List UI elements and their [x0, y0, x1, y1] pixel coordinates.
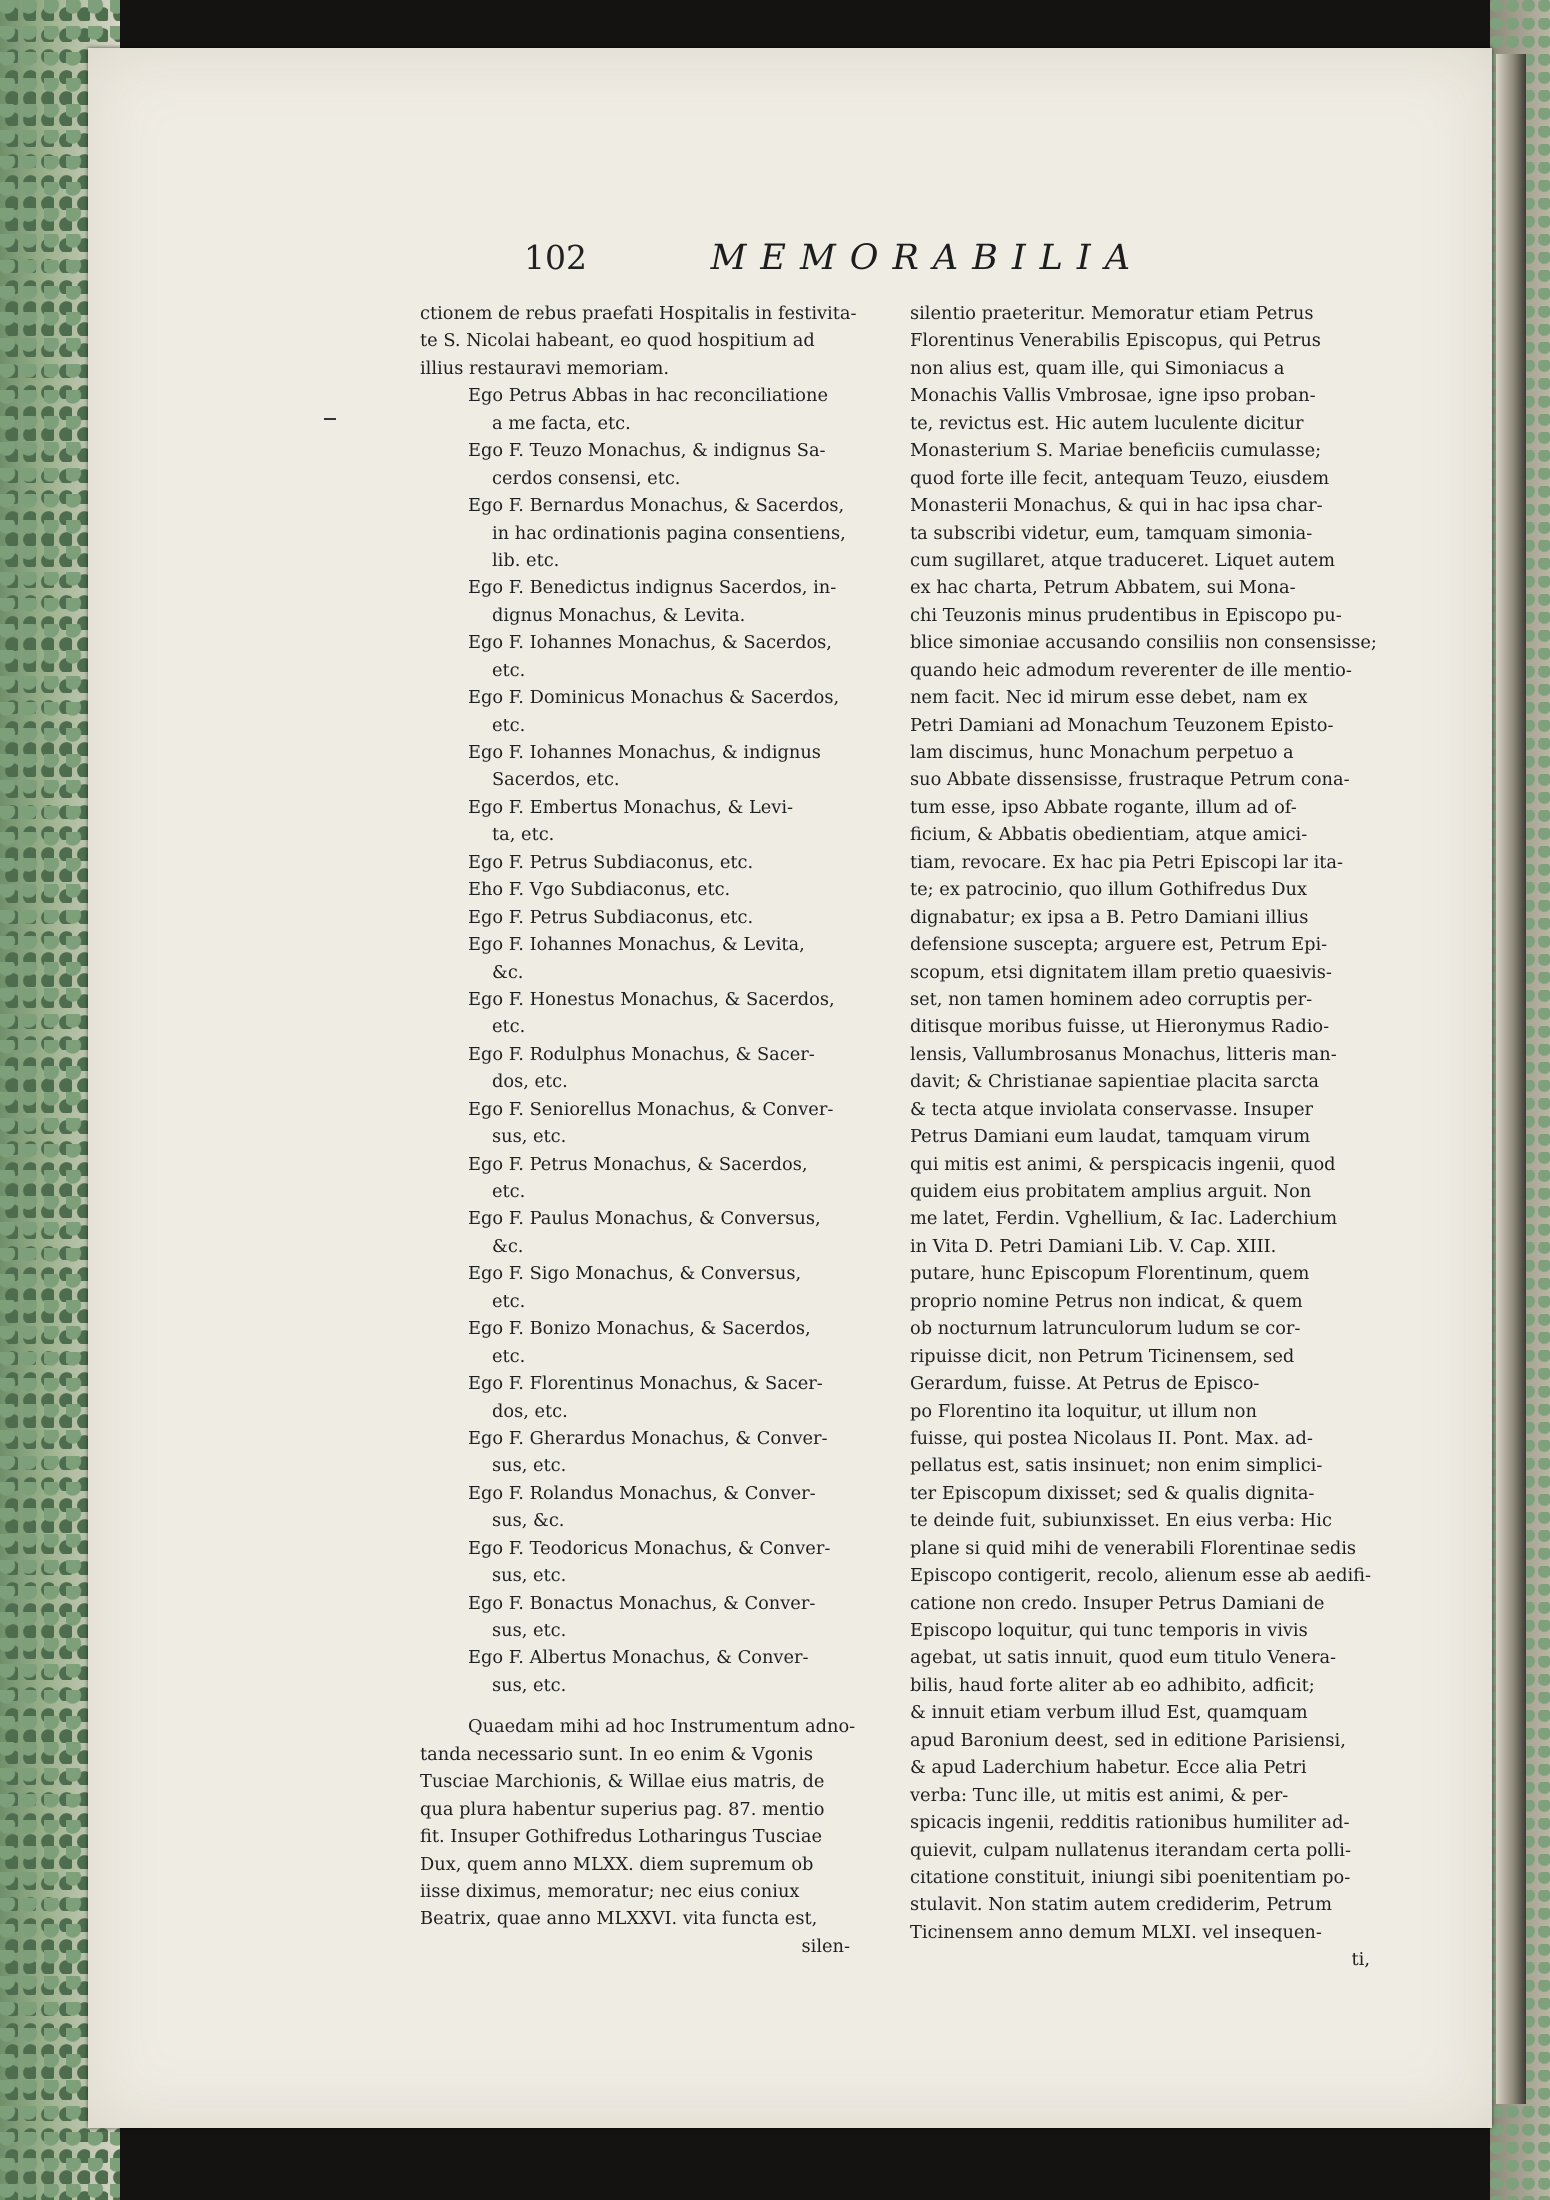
text-line: Ego F. Rolandus Monachus, & Conver- — [468, 1482, 816, 1504]
text-line: in hac ordinationis pagina consentiens, — [492, 522, 846, 544]
text-line: Ego F. Teuzo Monachus, & indignus Sa- — [468, 440, 826, 462]
text-line: bilis, haud forte aliter ab eo adhibito, adficit; — [910, 1674, 1315, 1696]
text-line: Monachis Vallis Vmbrosae, igne ipso proban- — [910, 385, 1316, 407]
text-line: Ego F. Bernardus Monachus, & Sacerdos, — [468, 495, 845, 517]
text-line: in Vita D. Petri Damiani Lib. V. Cap. XIII. — [910, 1235, 1277, 1257]
text-line: quidem eius probitatem amplius arguit. Non — [910, 1181, 1312, 1202]
text-line: sus, etc. — [492, 1126, 567, 1148]
margin-mark — [324, 418, 336, 420]
text-line: Beatrix, quae anno MLXXVI. vita functa est, — [420, 1908, 818, 1930]
left-text-column — [420, 300, 880, 1960]
text-line: plane si quid mihi de venerabili Florentinae sedis — [910, 1537, 1357, 1559]
page-header — [524, 238, 1144, 278]
text-line: ter Episcopum dixisset; sed & qualis dignita- — [910, 1482, 1315, 1504]
text-line: Ego F. Bonactus Monachus, & Conver- — [468, 1592, 816, 1614]
text-line: suo Abbate dissensisse, frustraque Petrum cona- — [910, 769, 1350, 791]
text-line: iisse diximus, memoratur; nec eius coniux — [420, 1880, 800, 1902]
running-title: MEMORABILIA — [710, 238, 1144, 278]
text-line: chi Teuzonis minus prudentibus in Episcopo pu- — [910, 604, 1342, 626]
text-line: tiam, revocare. Ex hac pia Petri Episcopi lar ita- — [910, 851, 1344, 873]
text-line: illius restauravi memoriam. — [420, 357, 670, 379]
text-line: Ego F. Iohannes Monachus, & indignus — [468, 742, 821, 763]
text-line: etc. — [492, 714, 526, 736]
text-line: ripuisse dicit, non Petrum Ticinensem, sed — [910, 1345, 1295, 1367]
page-number: 102 — [524, 238, 587, 277]
text-line: Ticinensem anno demum MLXI. vel insequen- — [910, 1921, 1322, 1943]
text-line: Tusciae Marchionis, & Willae eius matris, de — [420, 1771, 825, 1793]
text-line: lib. etc. — [492, 549, 560, 571]
text-line: etc. — [492, 1345, 526, 1367]
text-line: & tecta atque inviolata conservasse. Insuper — [910, 1098, 1313, 1120]
text-line: cum sugillaret, atque traduceret. Liquet autem — [910, 549, 1336, 571]
text-line: fuisse, qui postea Nicolaus II. Pont. Max. ad- — [910, 1427, 1313, 1449]
text-line: lam discimus, hunc Monachum perpetuo a — [910, 742, 1294, 763]
text-line: spicacis ingenii, redditis rationibus humiliter ad- — [910, 1812, 1350, 1834]
text-line: dos, etc. — [492, 1400, 568, 1422]
text-line: Quaedam mihi ad hoc Instrumentum adno- — [468, 1716, 856, 1738]
text-line: ditisque moribus fuisse, ut Hieronymus Radio- — [910, 1016, 1330, 1038]
text-line: tum esse, ipso Abbate rogante, illum ad of- — [910, 796, 1297, 818]
text-line: Ego F. Honestus Monachus, & Sacerdos, — [468, 988, 835, 1010]
text-line: &c. — [492, 1235, 524, 1257]
text-line: scopum, etsi dignitatem illam pretio quaesivis- — [910, 961, 1332, 983]
text-line: Ego F. Embertus Monachus, & Levi- — [468, 796, 794, 818]
text-line: ex hac charta, Petrum Abbatem, sui Mona- — [910, 577, 1296, 599]
text-line: me latet, Ferdin. Vghellium, & Iac. Laderchium — [910, 1208, 1338, 1230]
text-line: &c. — [492, 961, 524, 983]
text-line: verba: Tunc ille, ut mitis est animi, & per- — [910, 1784, 1289, 1806]
text-line: putare, hunc Episcopum Florentinum, quem — [910, 1263, 1310, 1285]
text-line: Ego F. Iohannes Monachus, & Levita, — [468, 934, 805, 956]
text-line: Sacerdos, etc. — [492, 769, 620, 791]
text-line: proprio nomine Petrus non indicat, & quem — [910, 1290, 1303, 1312]
catchword: silen- — [801, 1935, 850, 1957]
text-line: silentio praeteritur. Memoratur etiam Petrus — [910, 303, 1314, 324]
text-line: sus, etc. — [492, 1565, 567, 1587]
text-line: Ego F. Rodulphus Monachus, & Sacer- — [468, 1043, 815, 1065]
text-line: Eho F. Vgo Subdiaconus, etc. — [468, 879, 731, 901]
text-line: quievit, culpam nullatenus iterandam certa polli- — [910, 1839, 1351, 1861]
text-line: Episcopo loquitur, qui tunc temporis in vivis — [910, 1620, 1308, 1641]
text-line: Florentinus Venerabilis Episcopus, qui Petrus — [910, 330, 1321, 352]
text-line: set, non tamen hominem adeo corruptis per- — [910, 988, 1313, 1010]
text-line: Monasterii Monachus, & qui in hac ipsa char- — [910, 495, 1323, 517]
text-line: nem facit. Nec id mirum esse debet, nam ex — [910, 687, 1308, 709]
text-line: qui mitis est animi, & perspicacis ingenii, quod — [910, 1153, 1336, 1175]
text-line: pellatus est, satis insinuet; non enim simplici- — [910, 1455, 1323, 1477]
text-line: sus, &c. — [492, 1510, 565, 1532]
text-line: te, revictus est. Hic autem luculente dicitur — [910, 412, 1304, 434]
text-line: Ego F. Sigo Monachus, & Conversus, — [468, 1263, 802, 1285]
text-line: etc. — [492, 659, 526, 681]
text-line: ficium, & Abbatis obedientiam, atque amici- — [910, 824, 1308, 846]
text-line: Petri Damiani ad Monachum Teuzonem Episto- — [910, 714, 1334, 736]
text-line: cerdos consensi, etc. — [492, 467, 681, 489]
text-line: davit; & Christianae sapientiae placita sarcta — [910, 1071, 1320, 1093]
text-line: qua plura habentur superius pag. 87. mentio — [420, 1798, 825, 1820]
text-line: Dux, quem anno MLXX. diem supremum ob — [420, 1853, 814, 1875]
text-line: Ego F. Florentinus Monachus, & Sacer- — [468, 1373, 823, 1395]
text-line: Episcopo contigerit, recolo, alienum esse ab aedifi- — [910, 1565, 1372, 1587]
text-line: catione non credo. Insuper Petrus Damiani de — [910, 1592, 1325, 1614]
text-line: Ego F. Petrus Monachus, & Sacerdos, — [468, 1153, 808, 1175]
text-line: Ego F. Albertus Monachus, & Conver- — [468, 1647, 809, 1669]
text-line: Ego F. Bonizo Monachus, & Sacerdos, — [468, 1318, 811, 1340]
text-line: ctionem de rebus praefati Hospitalis in festivita- — [420, 303, 857, 324]
text-line: etc. — [492, 1016, 526, 1038]
page-gutter-shadow — [1496, 54, 1526, 2104]
text-line: Ego F. Iohannes Monachus, & Sacerdos, — [468, 632, 832, 654]
text-line: Ego F. Dominicus Monachus & Sacerdos, — [468, 687, 840, 709]
text-line: apud Baronium deest, sed in editione Parisiensi, — [910, 1729, 1346, 1751]
text-line: citatione constituit, iniungi sibi poenitentiam po- — [910, 1866, 1351, 1888]
text-line: dignabatur; ex ipsa a B. Petro Damiani illius — [910, 906, 1309, 928]
text-line: non alius est, quam ille, qui Simoniacus a — [910, 357, 1285, 379]
text-line: Ego F. Teodoricus Monachus, & Conver- — [468, 1537, 831, 1559]
text-line: & apud Laderchium habetur. Ecce alia Petri — [910, 1757, 1307, 1779]
text-line: po Florentino ita loquitur, ut illum non — [910, 1400, 1257, 1422]
text-line: stulavit. Non statim autem crediderim, Petrum — [910, 1894, 1332, 1916]
text-line: Ego F. Paulus Monachus, & Conversus, — [468, 1208, 821, 1230]
text-line: te; ex patrocinio, quo illum Gothifredus Dux — [910, 879, 1308, 901]
text-line: Monasterium S. Mariae beneficiis cumulasse; — [910, 440, 1322, 462]
text-line: & innuit etiam verbum illud Est, quamquam — [910, 1702, 1308, 1724]
text-line: sus, etc. — [492, 1455, 567, 1477]
text-line: Gerardum, fuisse. At Petrus de Episco- — [910, 1373, 1260, 1395]
text-line: etc. — [492, 1181, 526, 1202]
text-line: quando heic admodum reverenter de ille mentio- — [910, 659, 1352, 681]
text-line: Ego F. Seniorellus Monachus, & Conver- — [468, 1098, 834, 1120]
text-line: Ego F. Benedictus indignus Sacerdos, in- — [468, 577, 837, 599]
text-line: blice simoniae accusando consiliis non consensisse; — [910, 632, 1377, 654]
text-line: ta subscribi videtur, eum, tamquam simonia- — [910, 522, 1313, 544]
text-line: defensione suscepta; arguere est, Petrum Epi- — [910, 934, 1328, 956]
right-text-column — [910, 300, 1377, 1974]
text-line: Ego F. Petrus Subdiaconus, etc. — [468, 906, 754, 928]
text-line: fit. Insuper Gothifredus Lotharingus Tusciae — [420, 1826, 822, 1848]
text-line: sus, etc. — [492, 1674, 567, 1696]
text-line: a me facta, etc. — [492, 412, 631, 434]
text-line: ob nocturnum latrunculorum ludum se cor- — [910, 1318, 1301, 1340]
text-line: sus, etc. — [492, 1620, 567, 1641]
text-line: Ego F. Gherardus Monachus, & Conver- — [468, 1427, 828, 1449]
text-line: tanda necessario sunt. In eo enim & Vgonis — [420, 1743, 814, 1765]
text-line: etc. — [492, 1290, 526, 1312]
paragraph-spacer — [420, 1699, 880, 1713]
text-line: lensis, Vallumbrosanus Monachus, litteris man- — [910, 1043, 1337, 1065]
text-line: agebat, ut satis innuit, quod eum titulo Venera- — [910, 1647, 1337, 1669]
text-line: ta, etc. — [492, 824, 555, 846]
text-line: Petrus Damiani eum laudat, tamquam virum — [910, 1126, 1311, 1148]
text-line: dos, etc. — [492, 1071, 568, 1093]
text-line: quod forte ille fecit, antequam Teuzo, eiusdem — [910, 467, 1330, 489]
text-line: te deinde fuit, subiunxisset. En eius verba: Hic — [910, 1510, 1332, 1532]
text-line: dignus Monachus, & Levita. — [492, 604, 746, 626]
text-line: te S. Nicolai habeant, eo quod hospitium ad — [420, 330, 815, 352]
catchword: ti, — [1351, 1949, 1370, 1971]
text-line: Ego F. Petrus Subdiaconus, etc. — [468, 851, 754, 873]
text-line: Ego Petrus Abbas in hac reconciliatione — [468, 385, 828, 407]
